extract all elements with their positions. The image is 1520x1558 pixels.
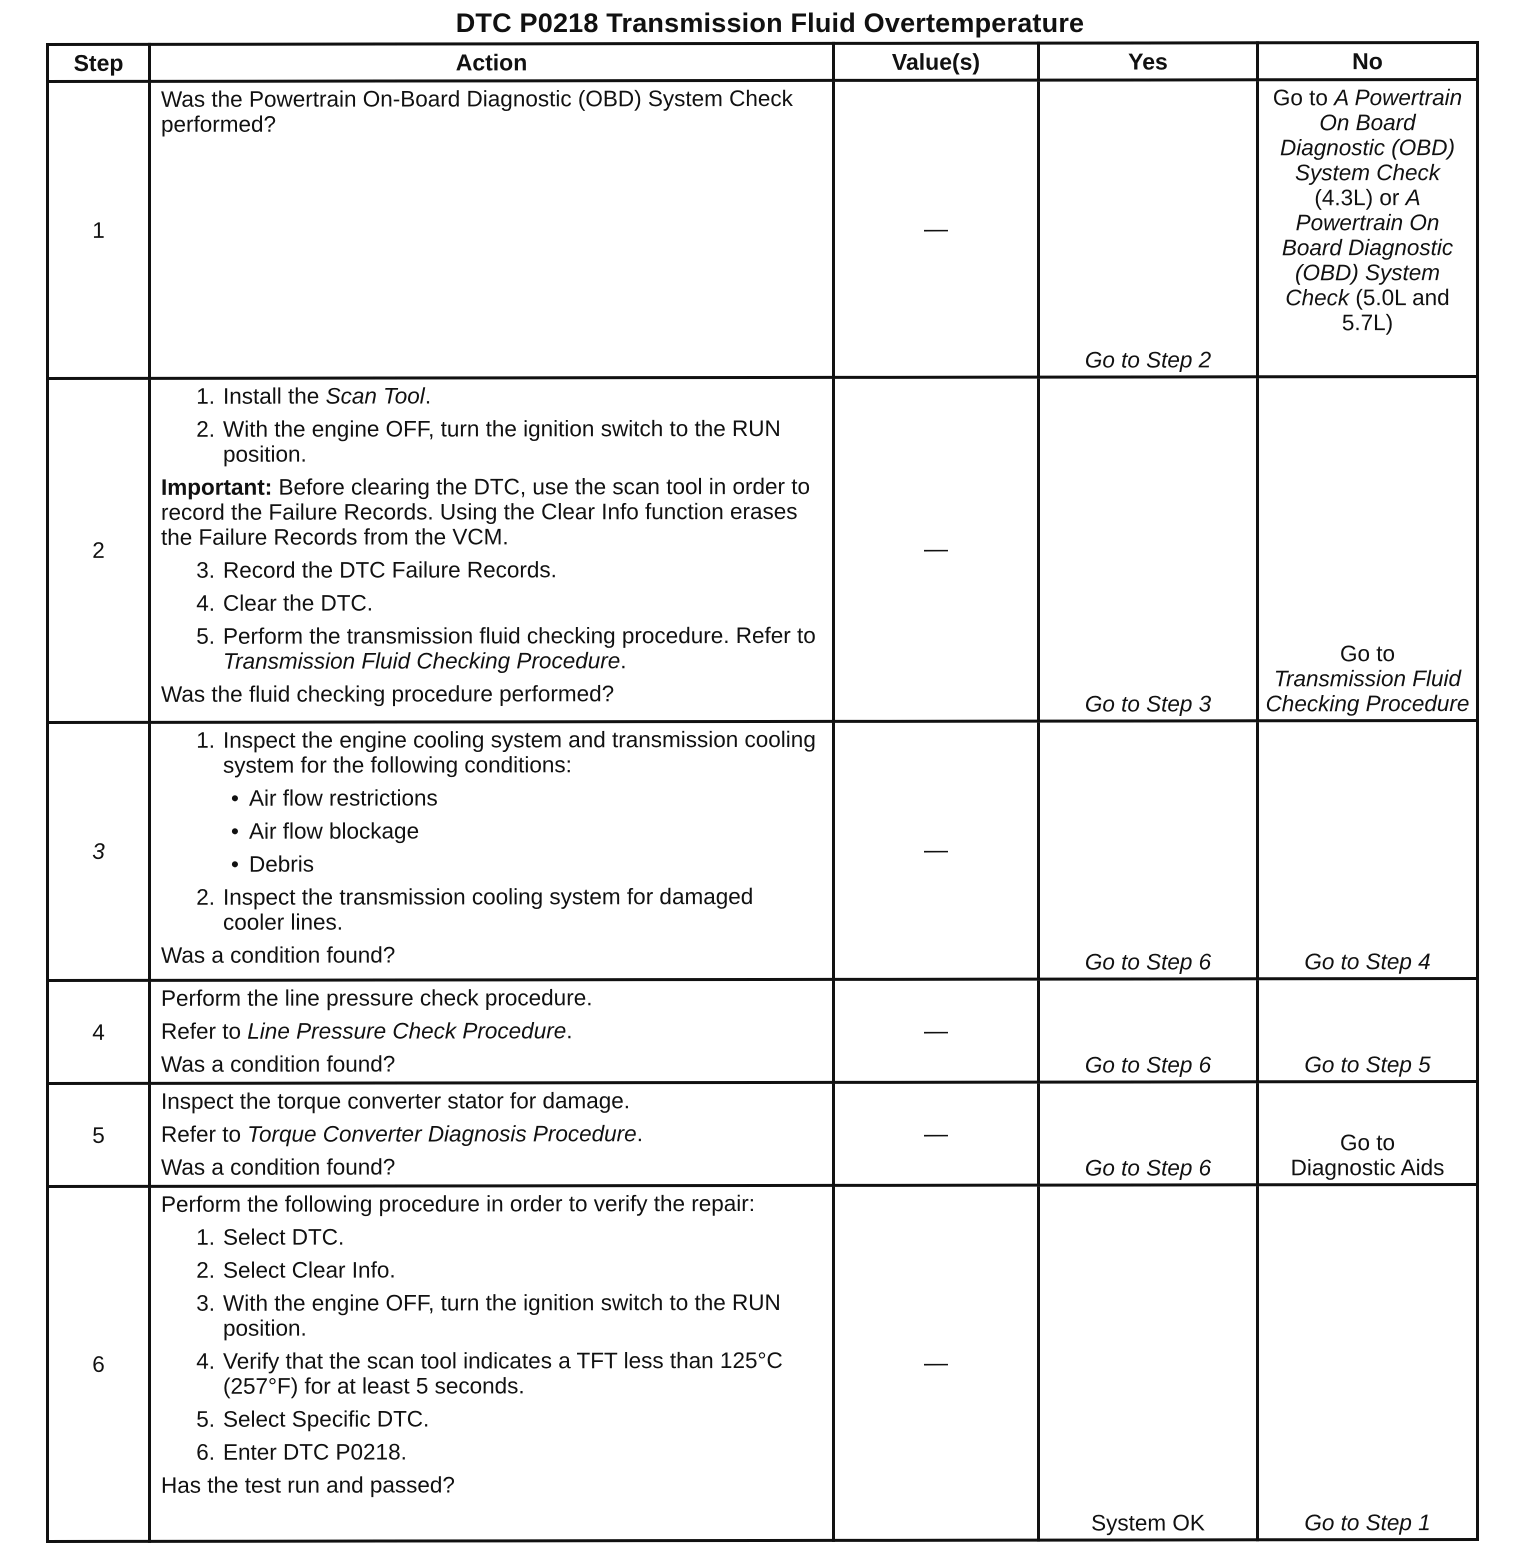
value-cell: — — [834, 377, 1039, 721]
no-suffix: (5.0L and 5.7L) — [1341, 285, 1450, 336]
bullet-item: • Air flow blockage — [231, 818, 420, 844]
value-cell: — — [834, 80, 1039, 377]
header-row — [48, 43, 1478, 82]
header-yes: Yes — [1039, 43, 1258, 80]
action-item: 3. With the engine OFF, turn the ignition switch to the RUN position. — [196, 1289, 781, 1341]
yes-cell: System OK — [1039, 1185, 1258, 1540]
action-question: Was the fluid checking procedure performed? — [161, 681, 615, 707]
no-cell — [1258, 80, 1478, 377]
no-cell: Go to Step 5 — [1258, 979, 1478, 1082]
diagnostic-table — [46, 41, 1479, 1543]
action-intro: Perform the following procedure in order to verify the repair: — [161, 1191, 756, 1217]
no-prefix: Go to — [1272, 85, 1335, 111]
value-cell: — — [834, 1185, 1039, 1540]
action-item: 2. With the engine OFF, turn the ignition switch to the RUN position. — [196, 415, 781, 467]
action-item: 5. Select Specific DTC. — [196, 1406, 430, 1432]
header-step: Step — [48, 44, 150, 81]
bullet-item: • Air flow restrictions — [231, 785, 438, 811]
action-item: 1. Select DTC. — [196, 1224, 345, 1250]
no-reference-link: Transmission Fluid Checking Procedure — [1265, 666, 1470, 717]
yes-cell: Go to Step 6 — [1039, 1082, 1258, 1185]
table-row-step-2 — [48, 377, 1478, 723]
header-values: Value(s) — [834, 43, 1039, 80]
action-item: 4. Clear the DTC. — [196, 590, 374, 616]
yes-cell: Go to Step 6 — [1039, 979, 1258, 1082]
no-reference-link: A Powertrain On Board Diagnostic (OBD) System Check — [1281, 185, 1454, 311]
action-question: Has the test run and passed? — [161, 1472, 455, 1498]
step-number: 5 — [48, 1083, 150, 1186]
table-row-step-6 — [48, 1185, 1478, 1542]
bullet-item: • Debris — [231, 851, 315, 877]
no-cell: Go to Diagnostic Aids — [1258, 1082, 1478, 1185]
action-question: Was a condition found? — [161, 1051, 396, 1077]
action-item: 3. Record the DTC Failure Records. — [196, 557, 557, 583]
action-cell — [150, 1185, 834, 1541]
no-cell: Go to Step 1 — [1258, 1185, 1478, 1540]
action-cell — [150, 979, 834, 1083]
action-reference: Refer to Line Pressure Check Procedure. — [161, 1018, 573, 1044]
action-cell — [150, 80, 834, 378]
action-reference: Refer to Torque Converter Diagnosis Procedure. — [161, 1121, 643, 1147]
no-reference-link: A Powertrain On Board Diagnostic (OBD) System Check — [1279, 85, 1463, 186]
no-prefix: Go to — [1339, 641, 1396, 667]
action-item: 4. Verify that the scan tool indicates a TFT less than 125°C (257°F) for at least 5 seconds. — [196, 1347, 783, 1399]
action-question: Was a condition found? — [161, 1154, 396, 1180]
table-row-step-4 — [48, 979, 1478, 1084]
action-item: 1. Inspect the engine cooling system and transmission cooling system for the following conditions: — [196, 726, 816, 778]
action-question: Was a condition found? — [161, 942, 396, 968]
value-cell: — — [834, 1082, 1039, 1185]
action-item: 5. Perform the transmission fluid checking procedure. Refer to Transmission Fluid Checking Procedure. — [196, 622, 816, 674]
yes-cell: Go to Step 2 — [1039, 80, 1258, 377]
value-cell: — — [834, 721, 1039, 979]
document-title: DTC P0218 Transmission Fluid Overtemperature — [455, 8, 1085, 38]
action-item: 6. Enter DTC P0218. — [196, 1439, 407, 1465]
step-number: 4 — [48, 980, 150, 1083]
action-question: Was the Powertrain On-Board Diagnostic (OBD) System Check performed? — [161, 85, 793, 137]
action-text: Perform the line pressure check procedure. — [161, 985, 593, 1011]
no-mid: (4.3L) or — [1314, 185, 1406, 211]
action-text: Inspect the torque converter stator for damage. — [161, 1088, 631, 1114]
value-cell: — — [834, 979, 1039, 1082]
table-row-step-3 — [48, 721, 1478, 981]
step-number: 2 — [48, 378, 150, 722]
header-no: No — [1258, 43, 1478, 80]
header-action: Action — [150, 43, 834, 81]
table-row-step-5 — [48, 1082, 1478, 1187]
yes-cell: Go to Step 3 — [1039, 377, 1258, 721]
action-item: 1. Install the Scan Tool. — [196, 383, 432, 409]
table-row-step-1 — [48, 80, 1478, 379]
action-cell — [150, 1082, 834, 1186]
step-number: 3 — [48, 722, 150, 980]
step-number: 6 — [48, 1186, 150, 1541]
action-item: 2. Inspect the transmission cooling system for damaged cooler lines. — [196, 884, 754, 935]
yes-cell: Go to Step 6 — [1039, 721, 1258, 979]
action-cell — [150, 377, 834, 722]
action-cell — [150, 721, 834, 980]
important-note: Important: Before clearing the DTC, use the scan tool in order to record the Failure Records. Using the Clear Info function erases the Failure Records from the VCM. — [161, 473, 811, 550]
no-cell: Go to Step 4 — [1258, 721, 1478, 979]
action-item: 2. Select Clear Info. — [196, 1257, 396, 1283]
no-cell — [1258, 377, 1478, 721]
step-number: 1 — [48, 81, 150, 378]
